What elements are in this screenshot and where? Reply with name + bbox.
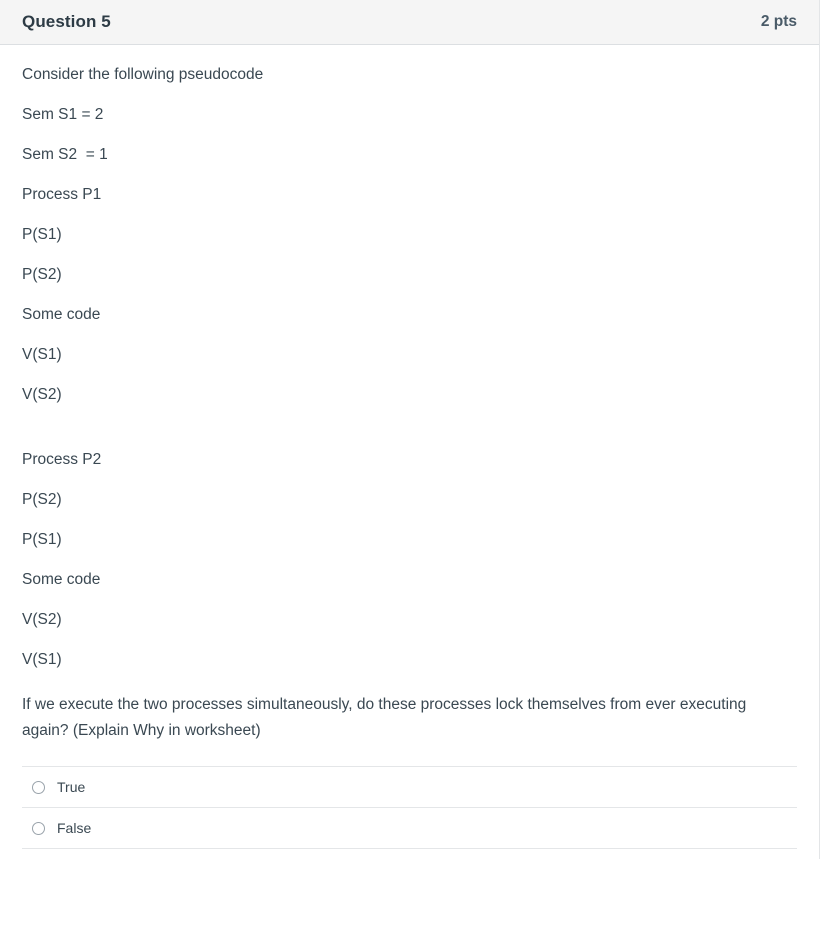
radio-button-icon[interactable] [32, 781, 45, 794]
code-line: Process P1 [22, 186, 102, 203]
answer-options [22, 766, 797, 849]
question-title: Question 5 [22, 12, 111, 31]
question-body [0, 45, 819, 859]
radio-button-icon[interactable] [32, 822, 45, 835]
code-line: V(S1) [22, 651, 62, 668]
code-line: Some code [22, 306, 101, 323]
question-prompt-text: If we execute the two processes simultaneously, do these processes lock themselves from ever executing again? (Explain Why in worksheet) [22, 696, 747, 739]
code-line: P(S2) [22, 266, 62, 283]
code-line: P(S2) [22, 491, 62, 508]
bottom-spacer [22, 849, 797, 859]
code-line: Process P2 [22, 451, 102, 468]
answer-option-label: False [57, 820, 92, 836]
code-line: Sem S2 = 1 [22, 146, 108, 163]
answer-option-label: True [57, 779, 86, 795]
code-line: P(S1) [22, 226, 62, 243]
answer-option-false[interactable] [22, 808, 797, 849]
code-line-blank [22, 427, 797, 428]
question-points: 2 pts [760, 13, 797, 30]
code-line: V(S2) [22, 386, 62, 403]
code-line: V(S1) [22, 346, 62, 363]
question-intro-text: Consider the following pseudocode [22, 66, 264, 83]
code-line: Sem S1 = 2 [22, 106, 104, 123]
code-line: P(S1) [22, 531, 62, 548]
answer-option-true[interactable] [22, 767, 797, 808]
code-line: Some code [22, 571, 101, 588]
question-header [0, 0, 819, 45]
code-line: V(S2) [22, 611, 62, 628]
